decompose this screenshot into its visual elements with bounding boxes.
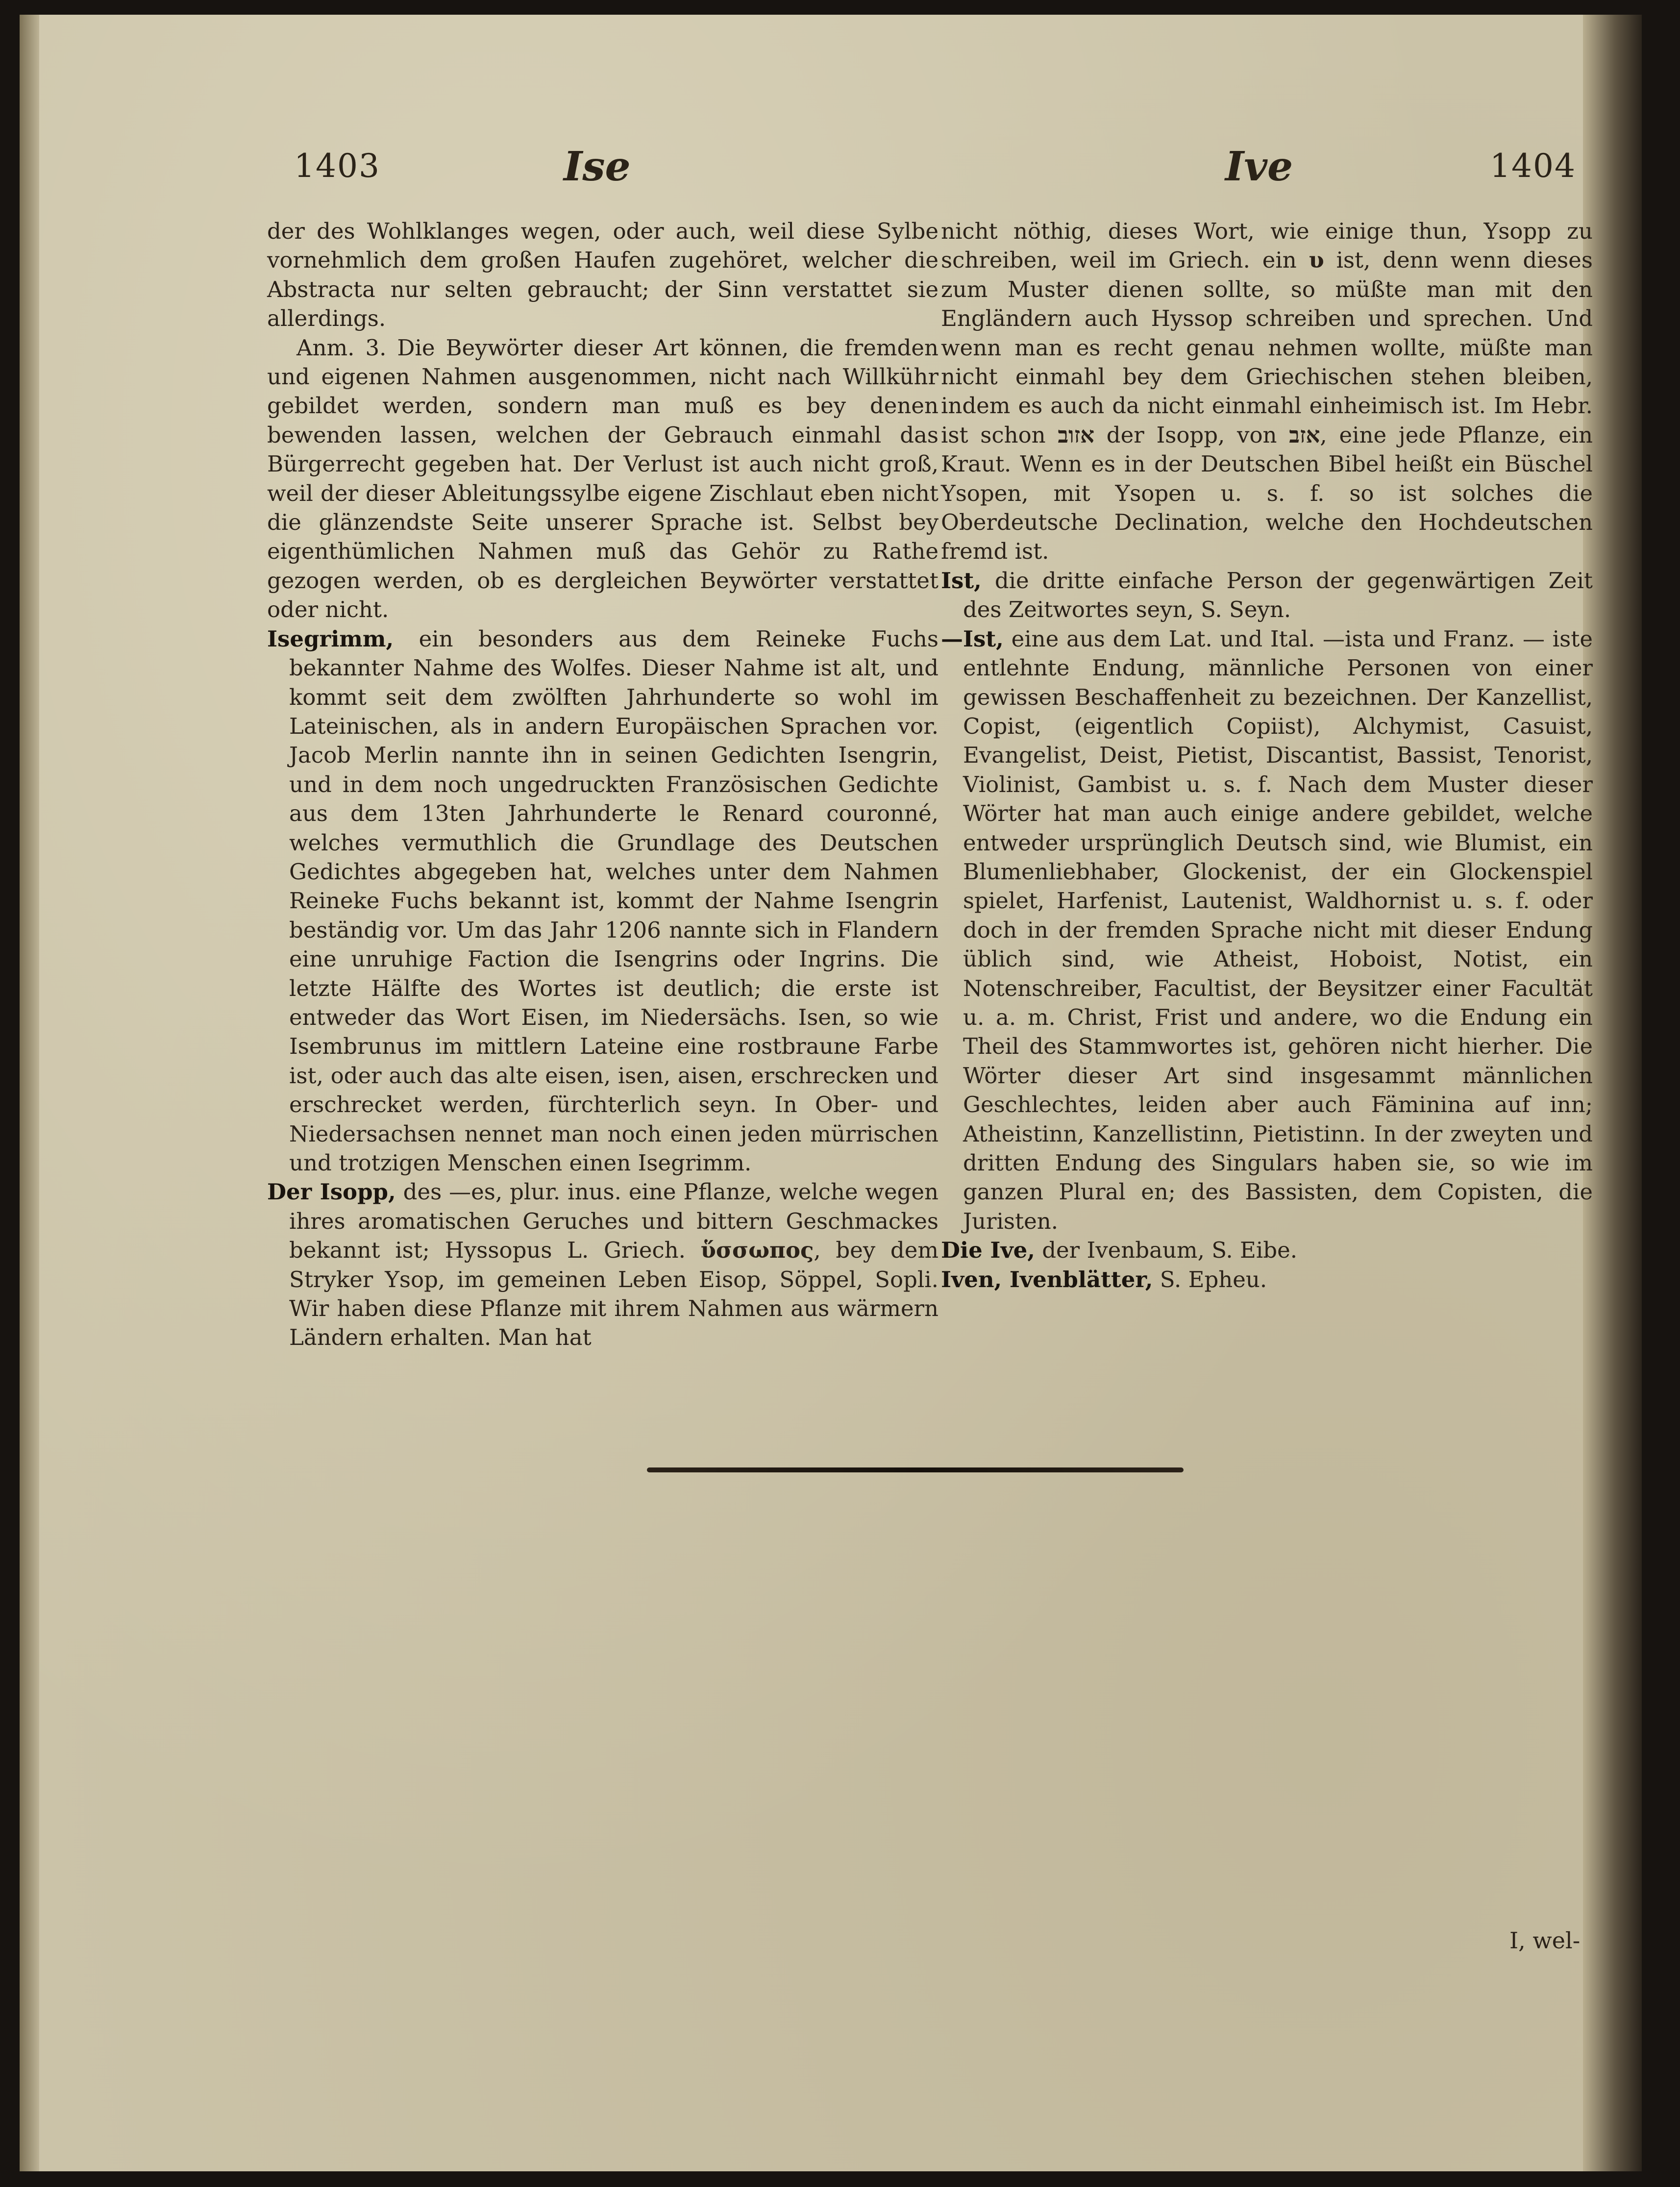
entry-text: S. Epheu. [1160, 1266, 1267, 1292]
paragraph-continuation: der des Wohlklanges wegen, oder auch, weil diese Sylbe vornehmlich dem großen Haufen zugehöret, welcher die Abstracta nur selten gebraucht; der Sinn verstattet sie allerdings. [267, 218, 939, 332]
right-page-number: 1404 [1490, 147, 1576, 185]
entry-text: eine aus dem Lat. und Ital. —ista und Franz. — iste entlehnte Endung, männliche Personen von einer gewissen Beschaffenheit zu bezeichnen. Der Kanzellist, Copist, (eigentlich Copiist), Alchymist, Casuist, Evangelist, Deist, Pietist, Discantist, Bassist, Tenorist, Violinist, Gambist u. s. f. Nach dem Muster dieser Wörter hat man auch einige andere gebildet, welche entweder ursprünglich Deutsch sind, wie Blumist, ein Blumenliebhaber, Glockenist, der ein Glockenspiel spielet, Harfenist, Lautenist, Waldhornist u. s. f. oder doch in der fremden Sprache nicht mit dieser Endung üblich sind, wie Atheist, Hoboist, Notist, ein Notenschreiber, Facultist, der Beysitzer einer Facultät u. a. m. Christ, Frist und andere, wo die Endung ein Theil des Stammwortes ist, gehören nicht hierher. Die Wörter dieser Art sind insgesammt männlichen Geschlechtes, leiden aber auch Fämininа auf inn; Atheistinn, Kanzellistinn, Pietistinn. In der zweyten und dritten Endung des Singulars haben sie, so wie im ganzen Plural en; des Bassisten, dem Copisten, die Juristen. [963, 625, 1593, 1234]
dictionary-entry-isegrimm [267, 624, 939, 1178]
headword: Isegrimm, [267, 625, 394, 652]
dictionary-entry-ist-suffix [941, 624, 1593, 1236]
headword: Iven, Ivenblätter, [941, 1266, 1153, 1292]
dictionary-entry-iven [941, 1265, 1593, 1294]
dictionary-entry-ist-verb [941, 566, 1593, 624]
headword: Ist, [941, 567, 982, 594]
page-edge [20, 15, 39, 2171]
left-page-number: 1403 [294, 147, 380, 185]
left-text-column [267, 217, 939, 1352]
entry-text: der Ivenbaum, S. Eibe. [1042, 1237, 1298, 1264]
entry-text: der Isopp, von [1106, 422, 1277, 448]
book-page [20, 15, 1642, 2171]
paragraph-continuation [941, 217, 1593, 566]
headword: Der Isopp, [267, 1179, 396, 1205]
left-running-head: Ise [564, 143, 631, 190]
greek-word: ὕσσωπος [700, 1237, 814, 1264]
annotation-paragraph: Anm. 3. Die Beywörter dieser Art können, die fremden und eigenen Nahmen ausgenommen, nicht nach Willkühr gebildet werden, sondern man muß es bey denen bewenden lassen, welchen der Gebrauch einmahl das Bürgerrecht gegeben hat. Der Verlust ist auch nicht groß, weil der dieser Ableitungssylbe eigene Zischlaut eben nicht die glänzendste Seite unserer Sprache ist. Selbst bey eigenthümlichen Nahmen muß das Gehör zu Rathe gezogen werden, ob es dergleichen Beywörter verstattet oder nicht. [267, 334, 939, 623]
greek-letter: υ [1309, 247, 1324, 273]
headword: —Ist, [941, 625, 1004, 652]
right-running-head: Ive [1225, 143, 1293, 190]
entry-text: , bey dem Stryker Ysop, im gemeinen Leben Eisop, Söppel, Sopli. Wir haben diese Pflanze mit ihrem Nahmen aus wärmern Ländern erhalten. Man hat [289, 1237, 939, 1351]
entry-text: die dritte einfache Person der gegenwärtigen Zeit des Zeitwortes seyn, S. Seyn. [963, 567, 1593, 623]
dictionary-entry-isopp [267, 1177, 939, 1352]
entry-text: nicht nöthig, dieses Wort, wie einige thun, Ysopp zu schreiben, weil im Griech. ein [941, 218, 1593, 273]
catchword: I, wel- [1509, 1927, 1581, 1954]
hebrew-word: אזוב [1058, 422, 1095, 448]
headword: Die Ive, [941, 1237, 1035, 1264]
hebrew-word: אזב [1289, 422, 1320, 448]
entry-text: des —es, plur. inus. eine Pflanze, welche wegen ihres aromatischen Geruches und bittern Geschmackes bekannt ist; Hyssopus L. Griech. [289, 1179, 939, 1264]
dictionary-entry-ive [941, 1236, 1593, 1265]
entry-text: ist, denn wenn dieses zum Muster dienen sollte, so müßte man mit den Engländern auch Hyssop schreiben und sprechen. Und wenn man es recht genau nehmen wollte, müßte man nicht einmahl bey dem Griechischen stehen bleiben, indem es auch da nicht einmahl einheimisch ist. Im Hebr. ist schon [941, 247, 1593, 448]
section-end-rule [647, 1467, 1184, 1472]
entry-text: , eine jede Pflanze, ein Kraut. Wenn es in der Deutschen Bibel heißt ein Büschel Ysopen, mit Ysopen u. s. f. so ist solches die Oberdeutsche Declination, welche den Hochdeutschen fremd ist. [941, 422, 1593, 565]
entry-text: ein besonders aus dem Reineke Fuchs bekannter Nahme des Wolfes. Dieser Nahme ist alt, und kommt seit dem zwölften Jahrhunderte so wohl im Lateinischen, als in andern Europäischen Sprachen vor. Jacob Merlin nannte ihn in seinen Gedichten Isengrin, und in dem noch ungedruckten Französischen Gedichte aus dem 13ten Jahrhunderte le Renard couronné, welches vermuthlich die Grundlage des Deutschen Gedichtes abgegeben hat, welches unter dem Nahmen Reineke Fuchs bekannt ist, kommt der Nahme Isengrin beständig vor. Um das Jahr 1206 nannte sich in Flandern eine unruhige Faction die Isengrins oder Ingrins. Die letzte Hälfte des Wortes ist deutlich; die erste ist entweder das Wort Eisen, im Niedersächs. Isen, so wie Isembrunus im mittlern Lateine eine rostbraune Farbe ist, oder auch das alte eisen, isen, aisen, erschrecken und erschrecket werden, fürchterlich seyn. In Ober- und Niedersachsen nennet man noch einen jeden mürrischen und trotzigen Menschen einen Isegrimm. [289, 625, 939, 1176]
right-text-column [941, 217, 1593, 1294]
